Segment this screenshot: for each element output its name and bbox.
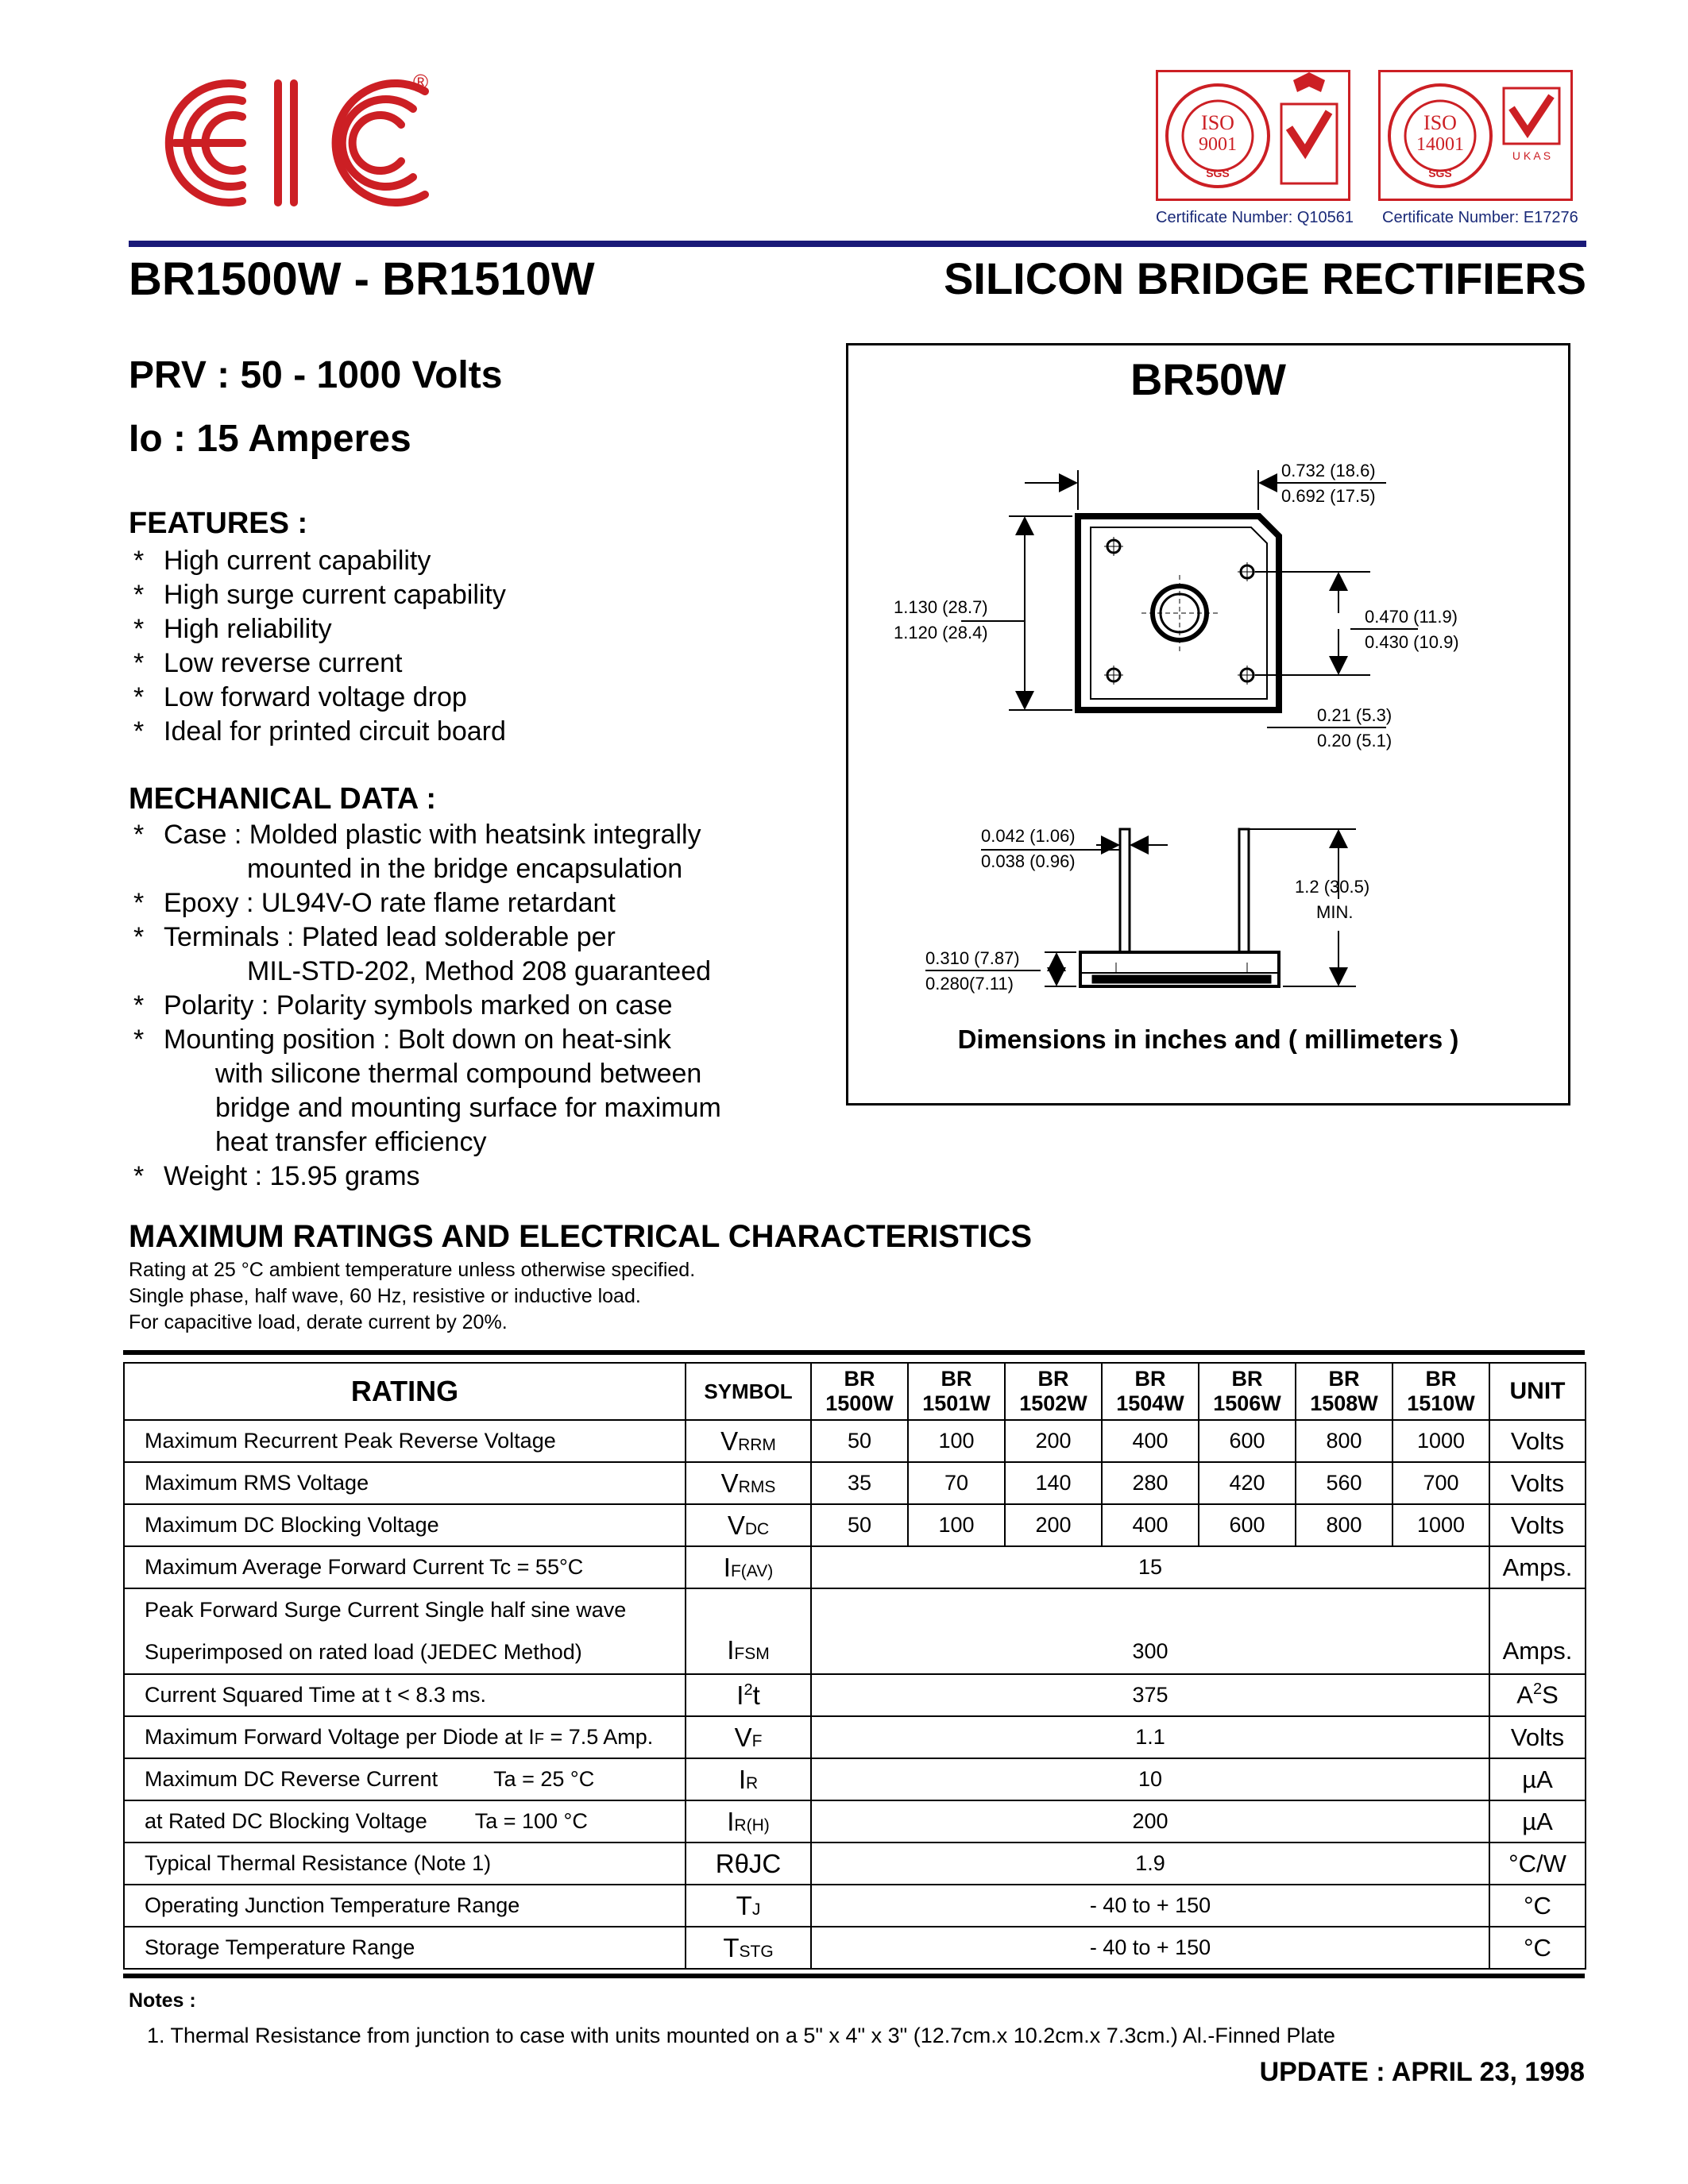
table-row: Maximum Forward Voltage per Diode at IF = 7.5 Amp. VF 1.1 Volts — [124, 1716, 1586, 1758]
table-row: Maximum Average Forward Current Tc = 55°C IF(AV) 15 Amps. — [124, 1546, 1586, 1588]
table-top-rule — [123, 1350, 1585, 1355]
mechanical-item-cont: bridge and mounting surface for maximum — [215, 1093, 721, 1123]
mechanical-heading: MECHANICAL DATA : — [129, 782, 436, 816]
dimensions-note: Dimensions in inches and ( millimeters ) — [957, 1024, 1459, 1054]
svg-text:SGS: SGS — [1428, 167, 1452, 179]
mechanical-item-cont: heat transfer efficiency — [215, 1127, 487, 1157]
table-row: Maximum Recurrent Peak Reverse Voltage VRRM 50 100 200 400 600 800 1000 Volts — [124, 1420, 1586, 1462]
ratings-table — [123, 1362, 1586, 1970]
feature-item: * High surge current capability — [133, 580, 506, 610]
table-row: Peak Forward Surge Current Single half sine wave Superimposed on rated load (JEDEC Method) IFSM 300 Amps. — [124, 1588, 1586, 1674]
dim-lead-length: 1.2 (30.5) — [1295, 877, 1370, 897]
col-symbol: SYMBOL — [686, 1363, 811, 1420]
mechanical-item: * Epoxy : UL94V-O rate flame retardant — [133, 888, 616, 918]
col-model: BR 1504W — [1102, 1363, 1199, 1420]
registered-mark: ® — [413, 70, 429, 94]
io-spec: Io : 15 Amperes — [129, 418, 411, 460]
col-model: BR 1502W — [1005, 1363, 1102, 1420]
note-item: 1. Thermal Resistance from junction to case with units mounted on a 5" x 4" x 3" (12.7cm.x 10.2cm.x 7.3cm.) Al.-Finned Plate — [147, 2024, 1335, 2047]
dim-hole-max: 0.470 (11.9) — [1365, 607, 1458, 627]
dim-corner-max: 0.21 (5.3) — [1317, 705, 1393, 725]
table-row: Maximum DC Blocking Voltage VDC 50 100 200 400 600 800 1000 Volts — [124, 1504, 1586, 1546]
features-heading: FEATURES : — [129, 507, 308, 540]
col-model: BR 1506W — [1199, 1363, 1296, 1420]
mechanical-item-cont: MIL-STD-202, Method 208 guaranteed — [247, 956, 712, 986]
col-model: BR 1500W — [811, 1363, 908, 1420]
iso9001-badge — [1156, 70, 1350, 201]
mechanical-item: * Mounting position : Bolt down on heat-sink — [133, 1024, 671, 1055]
document-title: SILICON BRIDGE RECTIFIERS — [944, 253, 1586, 303]
update-date: UPDATE : APRIL 23, 1998 — [1259, 2057, 1585, 2087]
svg-text:14001: 14001 — [1416, 134, 1464, 155]
svg-text:9001: 9001 — [1199, 134, 1237, 155]
table-row: Storage Temperature Range TSTG - 40 to + 150 °C — [124, 1927, 1586, 1969]
table-bottom-rule — [123, 1974, 1585, 1978]
feature-item: * Low reverse current — [133, 648, 403, 678]
table-row: Operating Junction Temperature Range TJ - 40 to + 150 °C — [124, 1885, 1586, 1927]
col-unit: UNIT — [1489, 1363, 1586, 1420]
cert-number-14001: Certificate Number: E17276 — [1382, 209, 1578, 226]
dim-body-min: 0.280(7.11) — [925, 974, 1014, 994]
table-row: Maximum DC Reverse Current Ta = 25 °C IR 10 µA — [124, 1758, 1586, 1800]
mechanical-item: * Polarity : Polarity symbols marked on case — [133, 990, 673, 1021]
iso9001-seal-icon — [1158, 72, 1348, 199]
table-header-row — [124, 1363, 1586, 1420]
svg-text:ISO: ISO — [1201, 111, 1234, 134]
dim-lead-max: 0.042 (1.06) — [981, 826, 1076, 846]
mechanical-list — [133, 818, 721, 1194]
notes-heading: Notes : — [129, 1989, 196, 2012]
col-model: BR 1510W — [1393, 1363, 1489, 1420]
rating-condition: Single phase, half wave, 60 Hz, resistive or inductive load. — [129, 1285, 641, 1307]
svg-text:ISO: ISO — [1423, 111, 1457, 134]
dim-lead-length-note: MIN. — [1316, 902, 1354, 922]
package-outline-drawing — [846, 343, 1570, 1106]
rating-condition: For capacitive load, derate current by 20%. — [129, 1311, 508, 1333]
svg-text:SGS: SGS — [1206, 167, 1230, 179]
svg-text:U K A S: U K A S — [1512, 149, 1551, 162]
iso14001-seal-icon — [1381, 72, 1570, 199]
table-row: Maximum RMS Voltage VRMS 35 70 140 280 420 560 700 Volts — [124, 1462, 1586, 1504]
col-model: BR 1508W — [1296, 1363, 1393, 1420]
table-row: Typical Thermal Resistance (Note 1) RθJC 1.9 °C/W — [124, 1843, 1586, 1885]
feature-item: * Low forward voltage drop — [133, 682, 467, 712]
dim-lead-min: 0.038 (0.96) — [981, 851, 1076, 871]
rating-condition: Rating at 25 °C ambient temperature unless otherwise specified. — [129, 1259, 696, 1281]
dim-hole-min: 0.430 (10.9) — [1365, 632, 1459, 652]
feature-item: * High reliability — [133, 614, 332, 644]
dim-corner-min: 0.20 (5.1) — [1317, 731, 1393, 751]
features-list — [133, 544, 506, 749]
table-row: at Rated DC Blocking Voltage Ta = 100 °C IR(H) 200 µA — [124, 1800, 1586, 1843]
mechanical-item-cont: mounted in the bridge encapsulation — [247, 854, 683, 884]
dim-height-min: 1.120 (28.4) — [894, 623, 988, 642]
eic-logo — [147, 68, 449, 218]
table-row: Current Squared Time at t < 8.3 ms. $I^2t$ 375 $A^2S$ — [124, 1674, 1586, 1716]
dim-width-max: 0.732 (18.6) — [1281, 461, 1376, 480]
cert-number-9001: Certificate Number: Q10561 — [1156, 209, 1354, 226]
mechanical-item-cont: with silicone thermal compound between — [215, 1059, 702, 1089]
mechanical-item: * Weight : 15.95 grams — [133, 1161, 420, 1191]
col-rating: RATING — [124, 1363, 686, 1420]
mechanical-item: * Terminals : Plated lead solderable per — [133, 922, 616, 952]
ratings-heading: MAXIMUM RATINGS AND ELECTRICAL CHARACTERISTICS — [129, 1219, 1033, 1254]
mechanical-item: * Case : Molded plastic with heatsink integrally — [133, 820, 701, 850]
dim-body-max: 0.310 (7.87) — [925, 948, 1020, 968]
prv-spec: PRV : 50 - 1000 Volts — [129, 354, 503, 396]
part-number-range: BR1500W - BR1510W — [129, 253, 595, 305]
feature-item: * High current capability — [133, 546, 431, 576]
dim-height-max: 1.130 (28.7) — [894, 597, 988, 617]
package-name: BR50W — [1130, 354, 1287, 404]
header-divider — [129, 241, 1586, 247]
feature-item: * Ideal for printed circuit board — [133, 716, 506, 747]
iso14001-badge — [1378, 70, 1573, 201]
dim-width-min: 0.692 (17.5) — [1281, 486, 1376, 506]
col-model: BR 1501W — [908, 1363, 1005, 1420]
